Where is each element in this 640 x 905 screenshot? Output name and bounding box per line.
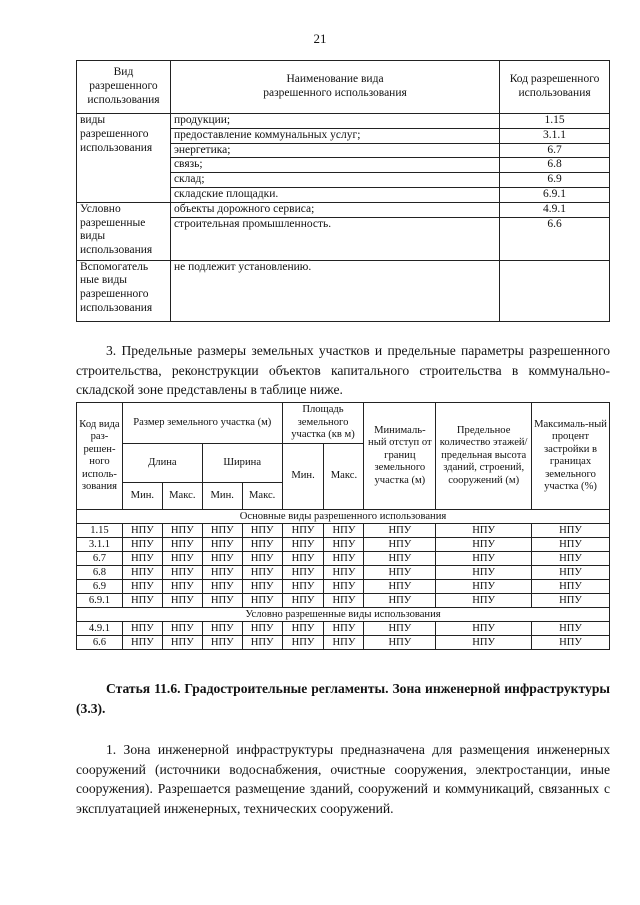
value-cell: НПУ [202,538,242,552]
header-use-name [170,61,499,114]
group-conditional-uses [77,202,610,260]
table-row [77,580,610,594]
value-cell: НПУ [364,538,436,552]
value-cell: НПУ [242,594,282,608]
t2-header-setback: Минималь-ный отступ от границ земельного участка (м) [364,403,436,510]
value-cell: НПУ [122,566,162,580]
value-cell: НПУ [162,538,202,552]
table-row [77,594,610,608]
value-cell: НПУ [122,580,162,594]
use-code-cell: 6.7 [500,143,610,158]
group-label: виды разрешенного использования [77,114,171,203]
value-cell: НПУ [202,622,242,636]
value-cell: НПУ [242,636,282,650]
article-heading: Статья 11.6. Градостроительные регламенты. Зона инженерной инфраструктуры (3.3). [76,681,610,716]
value-cell: НПУ [532,566,610,580]
value-cell: НПУ [436,538,532,552]
value-cell: НПУ [162,524,202,538]
t2-header-coverage: Максималь-ный процент застройки в границах земельного участка (%) [532,403,610,510]
code-cell: 3.1.1 [77,538,123,552]
group-auxiliary-row [77,260,610,321]
value-cell: НПУ [242,622,282,636]
use-name-cell: объекты дорожного сервиса; [170,202,499,217]
page-number: 21 [313,31,327,46]
table-row [77,524,610,538]
value-cell: НПУ [242,538,282,552]
value-cell: НПУ [532,552,610,566]
use-name-cell: склад; [170,173,499,188]
table-row [77,636,610,650]
code-cell: 6.7 [77,552,123,566]
t2-header-size: Размер земельного участка (м) [122,403,282,444]
value-cell: НПУ [162,594,202,608]
value-cell: НПУ [242,580,282,594]
value-cell: НПУ [436,552,532,566]
section-main-row [77,510,610,524]
use-name-cell: продукции; [170,114,499,129]
parameters-table [76,402,610,650]
use-code-cell: 4.9.1 [500,202,610,217]
value-cell: НПУ [162,622,202,636]
value-cell: НПУ [436,580,532,594]
code-cell: 6.6 [77,636,123,650]
group-auxiliary-code [500,260,610,321]
table-row [77,622,610,636]
value-cell: НПУ [122,594,162,608]
value-cell: НПУ [202,594,242,608]
value-cell: НПУ [324,566,364,580]
table2-header-row-1 [77,403,610,444]
use-code-cell: 6.9.1 [500,187,610,202]
value-cell: НПУ [324,622,364,636]
table-row [77,552,610,566]
use-name-cell: складские площадки. [170,187,499,202]
t2-header-width-min: Мин. [202,483,242,510]
header-use-type: Вид разрешенного использования [77,61,171,114]
value-cell: НПУ [202,580,242,594]
value-cell: НПУ [324,538,364,552]
code-cell: 4.9.1 [77,622,123,636]
t2-header-length-max: Макс. [162,483,202,510]
value-cell: НПУ [324,524,364,538]
group-auxiliary-label: Вспомогатель ные виды разрешенного использования [77,260,171,321]
section-conditional-row [77,608,610,622]
section-conditional-label: Условно разрешенные виды использования [77,608,610,622]
group-auxiliary-text: не подлежит установлению. [170,260,499,321]
group-label: Условно разрешенные виды использования [77,202,171,260]
value-cell: НПУ [532,622,610,636]
use-code-cell: 6.6 [500,217,610,260]
table-row [77,202,610,217]
value-cell: НПУ [122,524,162,538]
use-name-cell: энергетика; [170,143,499,158]
t2-header-width-max: Макс. [242,483,282,510]
value-cell: НПУ [122,636,162,650]
table-row [77,566,610,580]
value-cell: НПУ [364,566,436,580]
value-cell: НПУ [122,538,162,552]
value-cell: НПУ [282,566,324,580]
value-cell: НПУ [282,552,324,566]
value-cell: НПУ [436,622,532,636]
value-cell: НПУ [162,580,202,594]
code-cell: 1.15 [77,524,123,538]
value-cell: НПУ [324,594,364,608]
header-name-line2: разрешенного использования [263,87,407,99]
value-cell: НПУ [202,552,242,566]
t2-header-code: Код вида раз-решен-ного исполь-зования [77,403,123,510]
use-code-cell: 1.15 [500,114,610,129]
t2-header-length-min: Мин. [122,483,162,510]
value-cell: НПУ [364,524,436,538]
value-cell: НПУ [364,622,436,636]
value-cell: НПУ [242,524,282,538]
value-cell: НПУ [202,566,242,580]
code-cell: 6.9.1 [77,594,123,608]
code-cell: 6.8 [77,566,123,580]
value-cell: НПУ [162,566,202,580]
conditional-uses-rows [77,622,610,650]
code-cell: 6.9 [77,580,123,594]
value-cell: НПУ [282,622,324,636]
use-code-cell: 3.1.1 [500,128,610,143]
value-cell: НПУ [282,538,324,552]
use-code-cell: 6.8 [500,158,610,173]
value-cell: НПУ [364,636,436,650]
value-cell: НПУ [436,594,532,608]
value-cell: НПУ [242,566,282,580]
value-cell: НПУ [532,524,610,538]
value-cell: НПУ [202,636,242,650]
value-cell: НПУ [364,580,436,594]
t2-header-area-min: Мин. [282,444,324,510]
value-cell: НПУ [282,580,324,594]
value-cell: НПУ [282,594,324,608]
value-cell: НПУ [364,594,436,608]
value-cell: НПУ [436,524,532,538]
use-name-cell: связь; [170,158,499,173]
t2-header-area: Площадь земельного участка (кв м) [282,403,364,444]
value-cell: НПУ [436,566,532,580]
table-row [77,114,610,129]
paragraph-zone-description: 1. Зона инженерной инфраструктуры предназначена для размещения инженерных сооружений (источники водоснабжения, очистные сооружения, электростанции, иные сооружения). Разрешается размещение зданий, сооружений и коммуникаций, связанных с эксплуатацией инженерных, технических сооружений. [76,742,610,816]
main-uses-rows [77,524,610,608]
t2-header-length: Длина [122,444,202,483]
value-cell: НПУ [122,552,162,566]
header-use-code: Код разрешенного использования [500,61,610,114]
section-main-label: Основные виды разрешенного использования [77,510,610,524]
paragraph-size-limits: 3. Предельные размеры земельных участков и предельные параметры разрешенного строительства, реконструкции объектов капитального строительства в коммунально-складской зоне представлены в таблице ниже. [76,343,610,397]
use-name-cell: предоставление коммунальных услуг; [170,128,499,143]
value-cell: НПУ [532,538,610,552]
value-cell: НПУ [162,636,202,650]
value-cell: НПУ [532,636,610,650]
value-cell: НПУ [282,636,324,650]
table-row [77,538,610,552]
value-cell: НПУ [122,622,162,636]
value-cell: НПУ [364,552,436,566]
t2-header-width: Ширина [202,444,282,483]
permitted-use-table [76,60,610,322]
value-cell: НПУ [324,580,364,594]
value-cell: НПУ [162,552,202,566]
value-cell: НПУ [282,524,324,538]
value-cell: НПУ [324,552,364,566]
header-name-line1: Наименование вида [286,73,384,86]
t2-header-floors: Предельное количество этажей/ предельная высота зданий, строений, сооружений (м) [436,403,532,510]
use-name-cell: строительная промышленность. [170,217,499,260]
value-cell: НПУ [324,636,364,650]
value-cell: НПУ [532,580,610,594]
group-main-uses [77,114,610,203]
value-cell: НПУ [242,552,282,566]
use-code-cell: 6.9 [500,173,610,188]
table-header-row [77,61,610,114]
value-cell: НПУ [436,636,532,650]
value-cell: НПУ [532,594,610,608]
t2-header-area-max: Макс. [324,444,364,510]
value-cell: НПУ [202,524,242,538]
